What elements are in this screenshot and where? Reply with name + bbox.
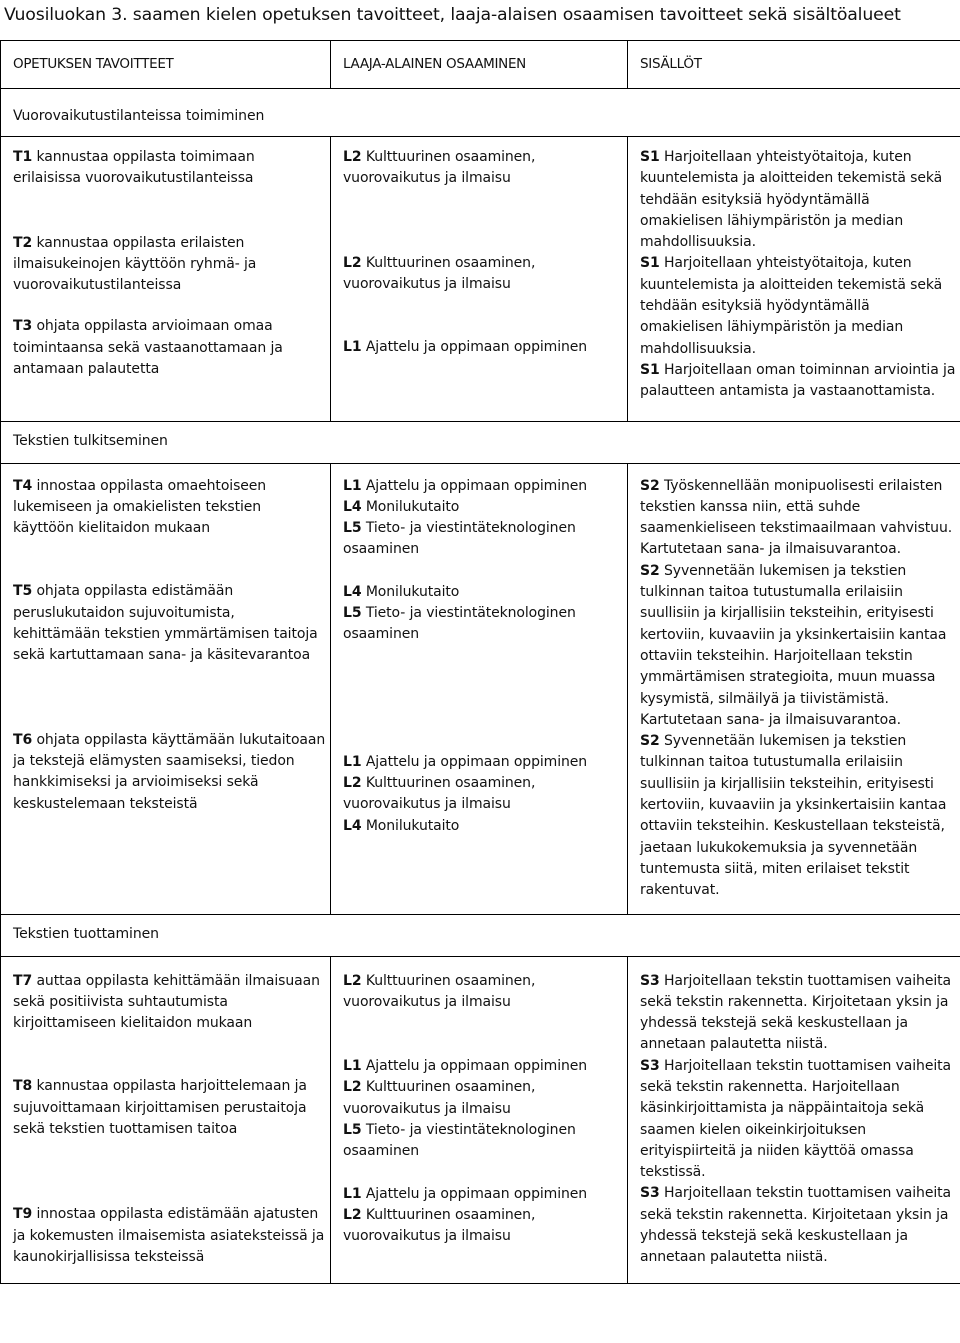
transversal-group: [343, 1184, 623, 1248]
goal-item: [13, 971, 326, 1035]
content-item: [640, 476, 956, 561]
transversal-text: Tieto- ja viestintäteknologinen osaaminen: [343, 1121, 576, 1160]
transversal-item: [343, 971, 623, 1014]
goal-text: innostaa oppilasta omaehtoiseen lukemiseen ja omakielisten tekstien käyttöön kielitaidon mukaan: [13, 477, 267, 537]
content-code: S3: [640, 1185, 660, 1202]
transversal-item: [343, 518, 623, 561]
contents-cell: [628, 956, 960, 1283]
contents-cell: [628, 463, 960, 914]
goal-text: ohjata oppilasta arvioimaan omaa toimintaansa sekä vastaanottamaan ja antamaan palautetta: [13, 318, 283, 378]
transversal-group: [343, 971, 623, 1014]
content-code: S1: [640, 361, 660, 378]
transversal-text: Kulttuurinen osaaminen, vuorovaikutus ja ilmaisu: [343, 1206, 536, 1245]
transversal-text: Tieto- ja viestintäteknologinen osaaminen: [343, 520, 576, 558]
section-row: [1, 914, 960, 956]
content-text: Harjoitellaan oman toiminnan arviointia ja palautteen antamista ja vastaanottamista.: [640, 361, 956, 400]
transversal-code: L2: [343, 774, 362, 791]
transversal-group: [343, 582, 623, 646]
content-item: [640, 360, 956, 403]
transversal-code: L1: [343, 1058, 362, 1075]
transversal-item: [343, 337, 623, 358]
goal-text: innostaa oppilasta edistämään ajatusten ja kokemusten ilmaisemista asiateksteissä ja kaunokirjallisissa teksteissä: [13, 1206, 325, 1265]
transversal-cell: [331, 137, 628, 422]
goal-text: kannustaa oppilasta harjoittelemaan ja sujuvoittamaan kirjoittamisen perustaitoja sekä tekstien tuottamisen taitoa: [13, 1078, 307, 1137]
transversal-text: Kulttuurinen osaaminen, vuorovaikutus ja ilmaisu: [343, 149, 536, 187]
content-text: Harjoitellaan yhteistyötaitoja, kuten kuuntelemista ja aloitteiden tekemistä sekä tehdään esityksiä hyödyntämällä omakielisen lähiympäristön ja median mahdollisuuksia.: [640, 149, 943, 251]
transversal-text: Tieto- ja viestintäteknologinen osaaminen: [343, 605, 576, 643]
header-goals: OPETUKSEN TAVOITTEET: [1, 41, 331, 89]
section-row: [1, 89, 960, 137]
transversal-item: [343, 773, 623, 816]
transversal-text: Monilukutaito: [365, 817, 460, 834]
transversal-code: L5: [343, 1121, 362, 1138]
transversal-code: L2: [343, 149, 362, 165]
content-text: Työskennellään monipuolisesti erilaisten tekstien kanssa niin, että suhde saamenkieliseen tekstimaailmaan vahvistuu. Kartutetaan sana- ja ilmaisuvarantoa.: [640, 477, 953, 558]
content-code: S1: [640, 149, 660, 165]
table-header-row: [1, 41, 960, 89]
transversal-item: [343, 1205, 623, 1248]
transversal-item: [343, 1184, 623, 1205]
goal-item: [13, 476, 326, 540]
content-text: Harjoitellaan tekstin tuottamisen vaiheita sekä tekstin rakennetta. Harjoitellaan käsinkirjoittamista ja näppäintaitoja sekä saamen kielen oikeinkirjoituksen erityispiirteitä ja niiden käyttöä omassa tekstissä.: [640, 1057, 952, 1181]
goal-code: T1: [13, 149, 33, 165]
transversal-code: L5: [343, 520, 362, 537]
transversal-code: L2: [343, 1079, 362, 1096]
transversal-text: Kulttuurinen osaaminen, vuorovaikutus ja ilmaisu: [343, 254, 536, 292]
transversal-item: [343, 603, 623, 646]
transversal-item: [343, 582, 623, 603]
content-item: [640, 1056, 956, 1184]
transversal-cell: [331, 463, 628, 914]
content-code: S1: [640, 255, 660, 272]
transversal-code: L5: [343, 605, 362, 622]
transversal-item: [343, 476, 623, 497]
transversal-code: L2: [343, 254, 362, 271]
transversal-code: L1: [343, 339, 362, 356]
section-body: [1, 956, 960, 1283]
content-item: [640, 253, 956, 359]
header-contents: SISÄLLÖT: [628, 41, 960, 89]
goal-code: T3: [13, 318, 33, 335]
content-item: [640, 971, 956, 1056]
transversal-text: Monilukutaito: [365, 498, 460, 515]
transversal-code: L2: [343, 972, 362, 989]
transversal-item: [343, 1120, 623, 1163]
content-text: Syvennetään lukemisen ja tekstien tulkinnan taitoa tutustumalla erilaisiin suullisiin ja kirjallisiin teksteihin, erityisesti kertoviin, kuvaaviin ja yksinkertaisiin kantaa ottaviin teksteihin. Keskustellaan teksteistä, jaetaan lukukokemuksia ja syvennetään tuntemusta siitä, miten erilaiset tekstit rakentuvat.: [640, 733, 947, 899]
transversal-item: [343, 1077, 623, 1120]
header-transversal: LAAJA-ALAINEN OSAAMINEN: [331, 41, 628, 89]
transversal-code: L4: [343, 583, 362, 600]
content-code: S2: [640, 733, 660, 750]
goal-item: [13, 730, 326, 815]
section-title: Tekstien tulkitseminen: [1, 421, 960, 463]
goal-item: [13, 1076, 326, 1140]
transversal-group: [343, 476, 623, 561]
transversal-group: [343, 1056, 623, 1162]
transversal-text: Ajattelu ja oppimaan oppiminen: [365, 477, 588, 494]
goal-code: T7: [13, 972, 33, 989]
transversal-code: L4: [343, 817, 362, 834]
section-title: Vuorovaikutustilanteissa toimiminen: [1, 89, 960, 137]
section-body: [1, 137, 960, 422]
goal-item: [13, 581, 326, 666]
content-item: [640, 561, 956, 731]
goal-code: T2: [13, 234, 33, 251]
content-text: Harjoitellaan tekstin tuottamisen vaiheita sekä tekstin rakennetta. Kirjoitetaan yksin ja yhdessä tekstejä sekä keskustellaan ja annetaan palautetta niistä.: [640, 972, 952, 1053]
transversal-code: L1: [343, 477, 362, 494]
contents-cell: [628, 137, 960, 422]
transversal-code: L4: [343, 498, 362, 515]
goal-text: kannustaa oppilasta erilaisten ilmaisukeinojen käyttöön ryhmä- ja vuorovaikutustilanteissa: [13, 234, 257, 294]
goal-code: T9: [13, 1206, 33, 1223]
transversal-item: [343, 497, 623, 518]
transversal-group: [343, 752, 623, 837]
goal-item: [13, 233, 326, 297]
content-text: Harjoitellaan tekstin tuottamisen vaiheita sekä tekstin rakennetta. Kirjoitetaan yksin ja yhdessä tekstejä sekä keskustellaan ja annetaan palautetta niistä.: [640, 1185, 952, 1266]
goals-cell: [1, 137, 331, 422]
content-code: S2: [640, 562, 660, 579]
transversal-text: Kulttuurinen osaaminen, vuorovaikutus ja ilmaisu: [343, 774, 536, 813]
page-title: Vuosiluokan 3. saamen kielen opetuksen tavoitteet, laaja-alaisen osaamisen tavoitteet sekä sisältöalueet: [4, 5, 901, 25]
transversal-text: Monilukutaito: [365, 583, 460, 600]
transversal-code: L2: [343, 1206, 362, 1223]
goal-code: T4: [13, 477, 33, 494]
goal-text: ohjata oppilasta edistämään peruslukutaidon sujuvoitumista, kehittämään tekstien ymmärtämisen taitoja sekä kartuttamaan sana- ja käsitevarantoa: [13, 583, 318, 664]
goal-code: T5: [13, 583, 33, 600]
transversal-cell: [331, 956, 628, 1283]
goal-code: T6: [13, 731, 33, 748]
transversal-text: Ajattelu ja oppimaan oppiminen: [365, 1185, 588, 1202]
transversal-code: L1: [343, 1185, 362, 1202]
section-title: Tekstien tuottaminen: [1, 914, 960, 956]
goal-item: [13, 316, 326, 380]
goal-item: [13, 1204, 326, 1268]
goal-code: T8: [13, 1078, 33, 1095]
transversal-item: [343, 1056, 623, 1077]
goal-text: ohjata oppilasta käyttämään lukutaitoaan ja tekstejä elämysten saamiseksi, tiedon hankkimiseksi ja arvioimiseksi sekä keskustelemaan teksteistä: [13, 731, 326, 812]
transversal-item: [343, 816, 623, 837]
transversal-text: Kulttuurinen osaaminen, vuorovaikutus ja ilmaisu: [343, 972, 536, 1010]
goals-cell: [1, 956, 331, 1283]
content-code: S2: [640, 477, 660, 494]
content-item: [640, 731, 956, 901]
transversal-item: [343, 253, 623, 296]
goal-text: kannustaa oppilasta toimimaan erilaisissa vuorovaikutustilanteissa: [13, 149, 255, 187]
content-text: Syvennetään lukemisen ja tekstien tulkinnan taitoa tutustumalla erilaisiin suullisiin ja kirjallisiin teksteihin, erityisesti kertoviin, kuvaaviin ja yksinkertaisiin kantaa ottaviin teksteihin. Harjoitellaan tekstin ymmärtämisen strategioita, muun muassa kysymistä, silmäilyä ja tiivistämistä. Kartutetaan sana- ja ilmaisuvarantoa.: [640, 562, 947, 728]
content-code: S3: [640, 1057, 660, 1074]
goal-item: [13, 147, 326, 190]
transversal-item: [343, 752, 623, 773]
transversal-text: Kulttuurinen osaaminen, vuorovaikutus ja ilmaisu: [343, 1079, 536, 1117]
content-text: Harjoitellaan yhteistyötaitoja, kuten kuuntelemista ja aloitteiden tekemistä sekä tehdään esityksiä hyödyntämällä omakielisen lähiympäristön ja median mahdollisuuksia.: [640, 255, 943, 357]
transversal-text: Ajattelu ja oppimaan oppiminen: [365, 753, 588, 770]
goals-cell: [1, 463, 331, 914]
content-item: [640, 1183, 956, 1268]
transversal-code: L1: [343, 753, 362, 770]
curriculum-table: [0, 40, 960, 1284]
goal-text: auttaa oppilasta kehittämään ilmaisuaan sekä positiivista suhtautumista kirjoittamiseen kielitaidon mukaan: [13, 972, 320, 1032]
section-row: [1, 421, 960, 463]
section-body: [1, 463, 960, 914]
content-code: S3: [640, 972, 660, 989]
transversal-text: Ajattelu ja oppimaan oppiminen: [365, 339, 588, 356]
transversal-item: [343, 147, 623, 190]
content-item: [640, 147, 956, 253]
transversal-text: Ajattelu ja oppimaan oppiminen: [365, 1058, 588, 1075]
